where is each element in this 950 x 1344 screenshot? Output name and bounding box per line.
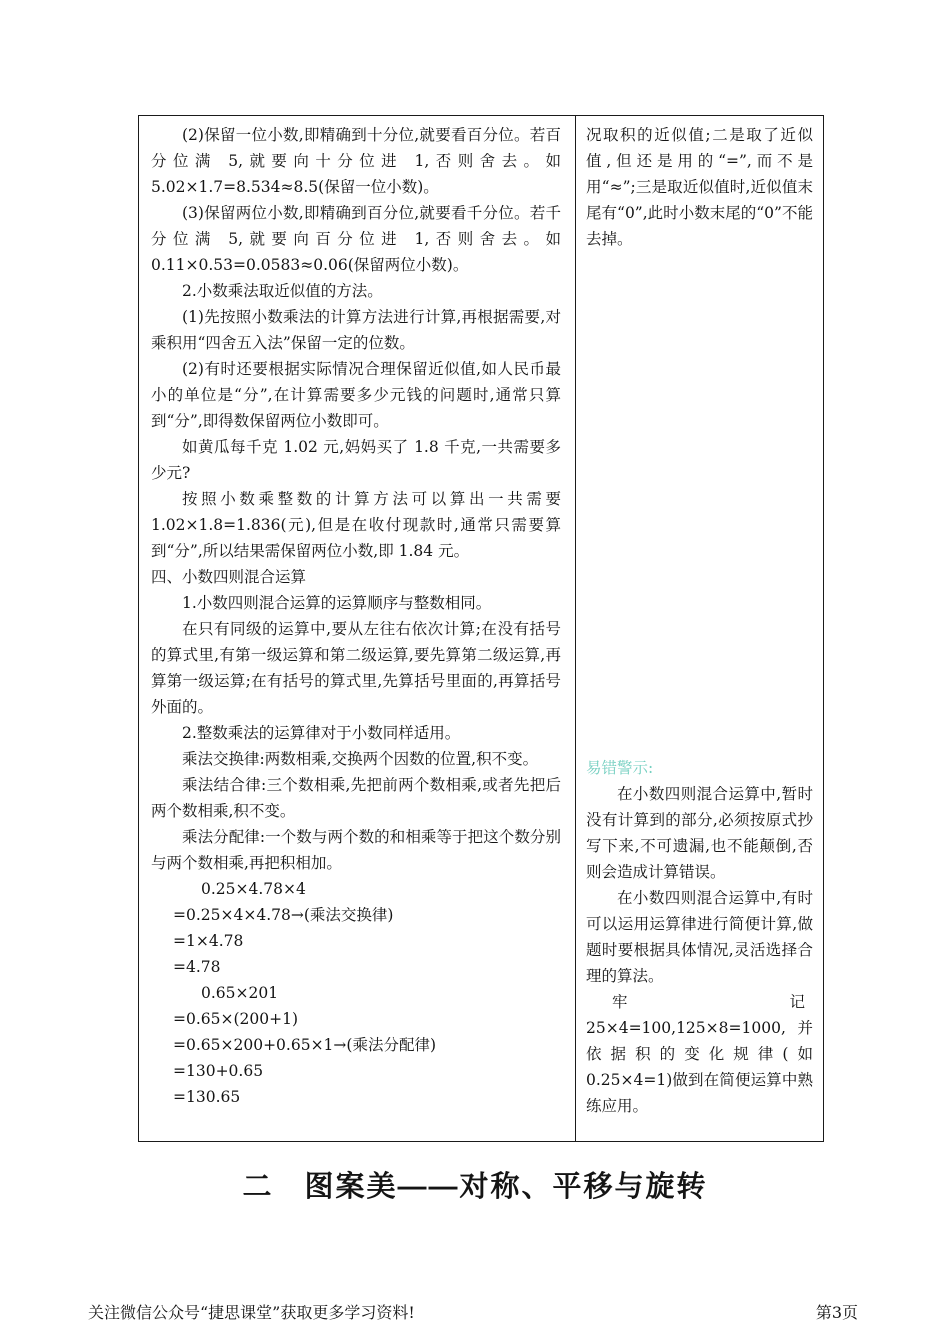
- paragraph: 在小数四则混合运算中,暂时没有计算到的部分,必须按原式抄写下来,不可遗漏,也不能颠倒,否则会造成计算错误。: [586, 785, 813, 881]
- warning-label: 易错警示:: [586, 759, 654, 777]
- paragraph: 2.小数乘法取近似值的方法。: [182, 282, 383, 300]
- paragraph: 在只有同级的运算中,要从左往右依次计算;在没有括号的算式里,有第一级运算和第二级运算,要先算第二级运算,再算第一级运算;在有括号的算式里,先算括号里面的,再算括号外面的。: [151, 620, 561, 716]
- paragraph: =130+0.65: [173, 1062, 264, 1080]
- paragraph: =0.25×4×4.78→(乘法交换律): [173, 906, 394, 924]
- paragraph: (3)保留两位小数,即精确到百分位,就要看千分位。若千分位满 5,就要向百分位进 1,否则舍去。如 0.11×0.53=0.0583≈0.06(保留两位小数)。: [151, 204, 561, 274]
- right-column-top: [586, 122, 813, 252]
- paragraph: =4.78: [173, 958, 221, 976]
- paragraph: 0.65×201: [201, 984, 279, 1002]
- footer-note: 关注微信公众号“捷思课堂”获取更多学习资料!: [88, 1303, 415, 1322]
- paragraph: 乘法结合律:三个数相乘,先把前两个数相乘,或者先把后两个数相乘,积不变。: [151, 776, 561, 820]
- paragraph: 2.整数乘法的运算律对于小数同样适用。: [182, 724, 461, 742]
- memory-label-left: 牢: [612, 993, 628, 1011]
- page-number: 第3页: [815, 1303, 858, 1322]
- paragraph: =0.65×200+0.65×1→(乘法分配律): [173, 1036, 437, 1054]
- left-column: [139, 116, 576, 1141]
- memory-heading: [586, 989, 813, 1015]
- paragraph: 按照小数乘整数的计算方法可以算出一共需要 1.02×1.8=1.836(元),但是在收付现款时,通常只需要算到“分”,所以结果需保留两位小数,即 1.84 元。: [151, 490, 561, 560]
- paragraph: 如黄瓜每千克 1.02 元,妈妈买了 1.8 千克,一共需要多少元?: [151, 438, 561, 482]
- paragraph: 四、小数四则混合运算: [151, 568, 307, 586]
- memory-label-right: 记: [789, 993, 805, 1011]
- paragraph: 况取积的近似值;二是取了近似值,但还是用的“=”,而不是用“≈”;三是取近似值时,近似值末尾有“0”,此时小数末尾的“0”不能去掉。: [586, 126, 813, 248]
- paragraph: 在小数四则混合运算中,有时可以运用运算律进行简便计算,做题时要根据具体情况,灵活选择合理的算法。: [586, 889, 813, 985]
- page-footer: [88, 1300, 858, 1323]
- content-table: [138, 115, 824, 1142]
- paragraph: 25×4=100,125×8=1000,并依据积的变化规律(如 0.25×4=1)做到在简便运算中熟练应用。: [586, 1019, 813, 1115]
- paragraph: (1)先按照小数乘法的计算方法进行计算,再根据需要,对乘积用“四舍五入法”保留一定的位数。: [151, 308, 561, 352]
- right-column: [576, 116, 823, 1141]
- warning-paragraphs: [586, 781, 813, 989]
- paragraph: =0.65×(200+1): [173, 1010, 299, 1028]
- paragraph: (2)有时还要根据实际情况合理保留近似值,如人民币最小的单位是“分”,在计算需要多少元钱的问题时,通常只算到“分”,即得数保留两位小数即可。: [151, 360, 561, 430]
- memory-paragraphs: [586, 1015, 813, 1119]
- paragraph: 乘法分配律:一个数与两个数的和相乘等于把这个数分别与两个数相乘,再把积相加。: [151, 828, 561, 872]
- paragraph: 0.25×4.78×4: [201, 880, 306, 898]
- paragraph: =130.65: [173, 1088, 241, 1106]
- section-heading: 二 图案美——对称、平移与旋转: [242, 1171, 708, 1203]
- paragraph: (2)保留一位小数,即精确到十分位,就要看百分位。若百分位满 5,就要向十分位进 1,否则舍去。如 5.02×1.7=8.534≈8.5(保留一位小数)。: [151, 126, 561, 196]
- paragraph: 乘法交换律:两数相乘,交换两个因数的位置,积不变。: [182, 750, 539, 768]
- paragraph: =1×4.78: [173, 932, 244, 950]
- paragraph: 1.小数四则混合运算的运算顺序与整数相同。: [182, 594, 492, 612]
